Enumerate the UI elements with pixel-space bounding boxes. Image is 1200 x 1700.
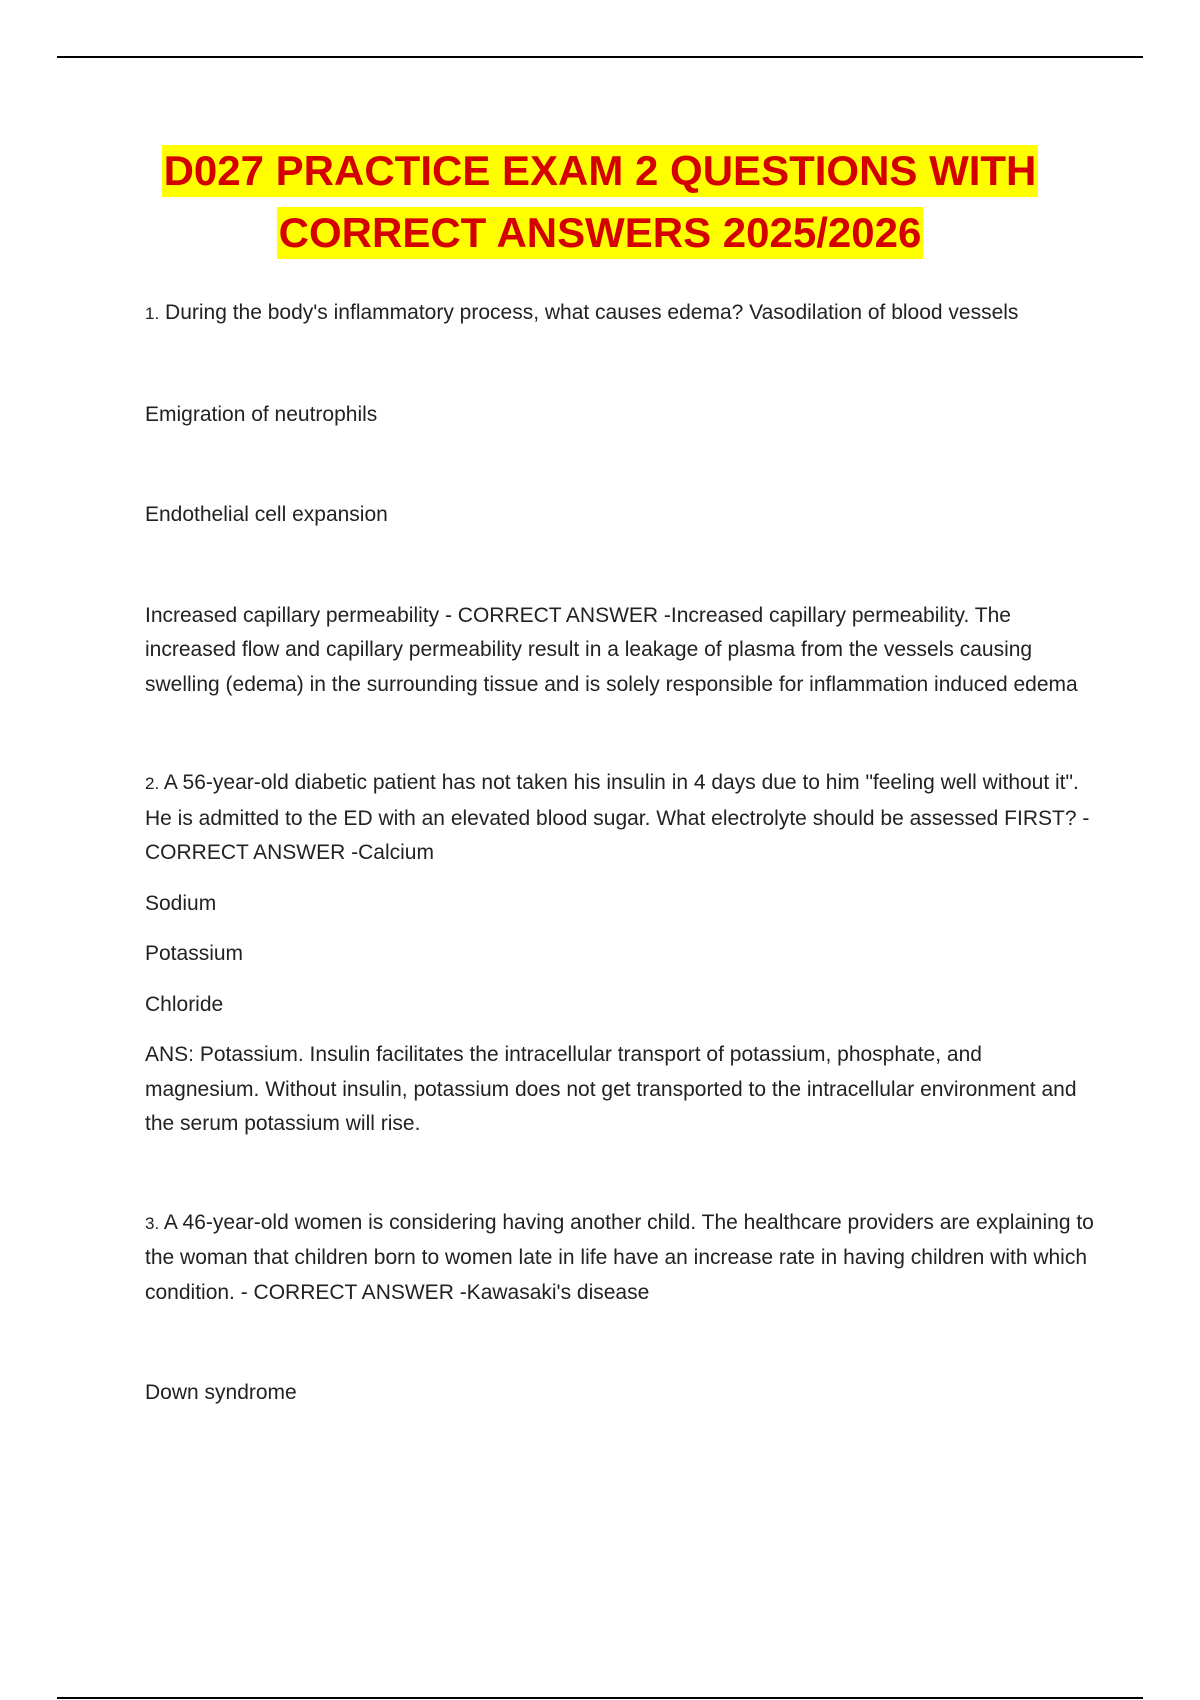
answer-option: Down syndrome — [145, 1381, 297, 1404]
answer-option: Emigration of neutrophils — [145, 402, 378, 426]
question-number: 3. — [145, 1213, 160, 1233]
document-body — [145, 296, 1095, 1411]
bottom-rule — [57, 1697, 1143, 1699]
answer-option: Sodium — [145, 891, 217, 915]
title-line-1: D027 PRACTICE EXAM 2 QUESTIONS WITH — [162, 145, 1039, 197]
question-number: 2. — [145, 774, 160, 793]
title-line-2: CORRECT ANSWERS 2025/2026 — [277, 207, 924, 259]
question-2 — [145, 766, 1095, 871]
question-text: During the body's inflammatory process, what causes edema? Vasodilation of blood vessels — [165, 301, 1019, 324]
top-rule — [57, 56, 1143, 58]
question-number: 1. — [145, 304, 160, 323]
answer-option: Chloride — [145, 992, 224, 1016]
answer-option: Endothelial cell expansion — [145, 503, 388, 526]
answer-option: Potassium — [145, 942, 244, 965]
question-3 — [145, 1206, 1095, 1311]
answer-explanation: Increased capillary permeability - CORRECT ANSWER -Increased capillary permeability. The increased flow and capillary permeability result in a leakage of plasma from the vessels causing swelling (edema) in the surrounding tissue and is solely responsible for inflammation induced edema — [145, 603, 1078, 696]
question-text: A 46-year-old women is considering having another child. The healthcare providers are explaining to the woman that children born to women late in life have an increase rate in having children with which condition. - CORRECT ANSWER -Kawasaki's disease — [145, 1210, 1094, 1304]
question-1 — [145, 296, 1095, 332]
question-text: A 56-year-old diabetic patient has not taken his insulin in 4 days due to him "feeling well without it". He is admitted to the ED with an elevated blood sugar. What electrolyte should be assessed FIRST? - CORRECT ANSWER -Calcium — [145, 771, 1090, 864]
answer-explanation: ANS: Potassium. Insulin facilitates the intracellular transport of potassium, phosphate, and magnesium. Without insulin, potassium does not get transported to the intracellular environment and the serum potassium will rise. — [145, 1043, 1077, 1135]
document-title — [0, 145, 1200, 269]
